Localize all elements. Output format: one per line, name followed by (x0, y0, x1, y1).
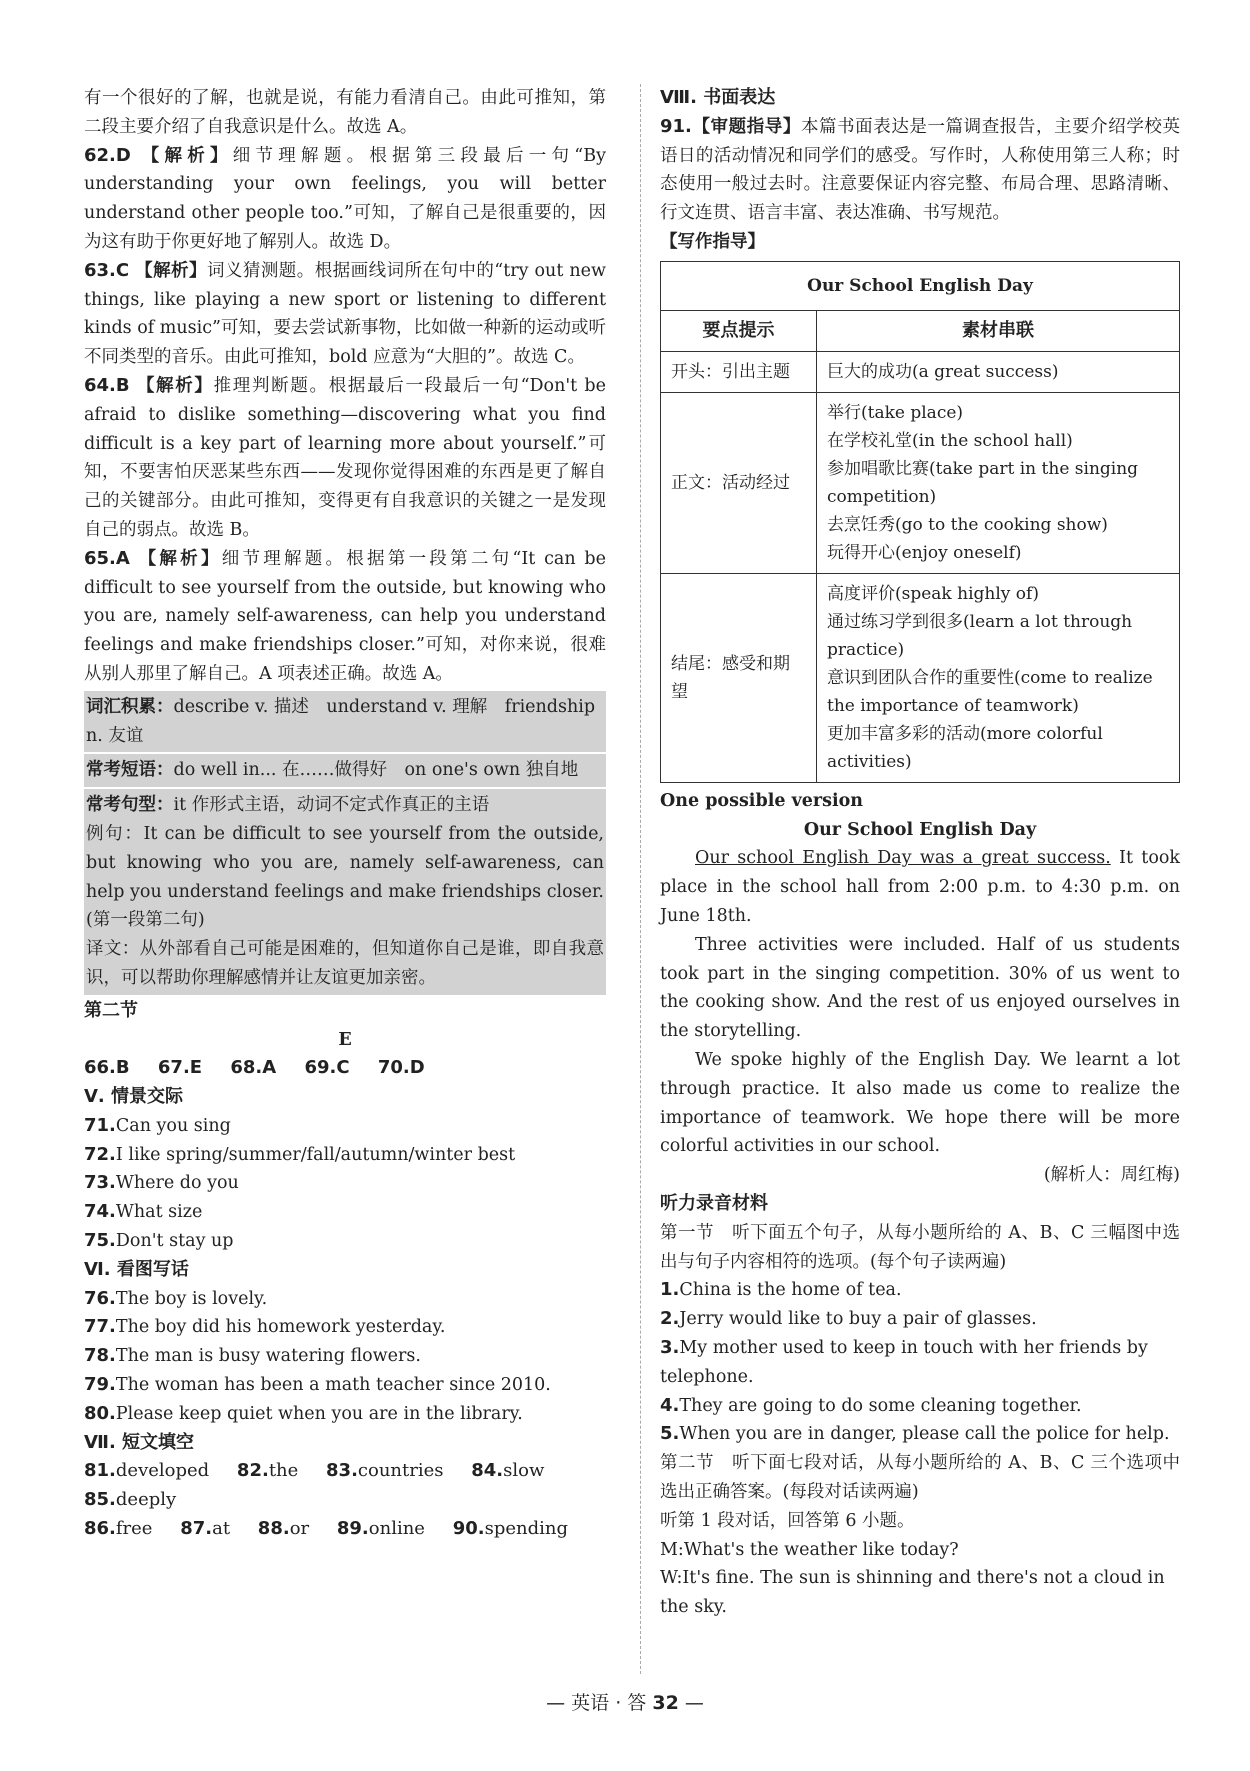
essay-title: Our School English Day (803, 819, 1037, 840)
answer-65: 65.A 【解析】细节理解题。根据第一段第二句“It can be difficult to see yourself from the outside, but knowing who you are, namely self-awareness, can help you understand feelings and make friendships closer.”可知，对你来说，很难从别人那里了解自己。A 项表述正确。故选 A。 (84, 547, 606, 684)
essay-paragraph-1: Our school English Day was a great success. It took place in the school hall from 2:00 p.m. to 4:30 p.m. on June 18th. (660, 848, 1181, 926)
list-item: 2.Jerry would like to buy a pair of glasses. (660, 1308, 1037, 1330)
listening-sentences (660, 1276, 1180, 1449)
page-number: 32 (652, 1692, 679, 1714)
list-item: 1.China is the home of tea. (660, 1279, 902, 1301)
translation-line: 译文：从外部看自己可能是困难的，但知道你自己是谁，即自我意识，可以帮助你理解感情并让友谊更加亲密。 (86, 939, 604, 988)
list-item: 79.The woman has been a math teacher since 2010. (84, 1374, 551, 1396)
essay-paragraph-3: We spoke highly of the English Day. We learnt a lot through practice. It also made us come to realize the importance of teamwork. We hope there will be more colorful activities in our school. (660, 1049, 1180, 1157)
column-divider (640, 84, 642, 1674)
answer-91: 91.【审题指导】本篇书面表达是一篇调查报告，主要介绍学校英语日的活动情况和同学们的感受。写作时，人称使用第三人称；时态使用一般过去时。注意要保证内容完整、布局合理、思路清晰、行文连贯、语言丰富、表达准确、书写规范。 (660, 115, 1180, 224)
part-6-heading: Ⅵ. 看图写话 (84, 1258, 189, 1280)
part-5-list (84, 1112, 606, 1256)
table-header-materials: 素材串联 (817, 310, 1180, 351)
table-row: 开头：引出主题 巨大的成功(a great success) (661, 351, 1180, 392)
example-line: 例句：It can be difficult to see yourself from the outside, but knowing who you are, namely self-awareness, can help you understand feelings and make friendships closer. (第一段第二句) (86, 823, 604, 931)
section-2-heading: 第二节 (84, 999, 138, 1021)
phrase-line: 常考短语：do well in... 在……做得好 on one's own 独自地 (86, 760, 579, 781)
table-row: 结尾：感受和期望 高度评价(speak highly of) 通过练习学到很多(learn a lot through practice) 意识到团队合作的重要性(come to realize the importance of teamwork) 更加丰富多彩的活动(more colorful activities) (661, 573, 1180, 782)
list-item: 74.What size (84, 1201, 203, 1223)
list-item: 3.My mother used to keep in touch with her friends by telephone. (660, 1336, 1148, 1387)
table-header-points: 要点提示 (661, 310, 817, 351)
essay-paragraph-2: Three activities were included. Half of us students took part in the singing competition. 30% of us went to the cooking show. And the rest of us enjoyed ourselves in the storytelling. (660, 934, 1180, 1042)
writing-guide-label: 【写作指导】 (660, 231, 765, 252)
list-item: 72.I like spring/summer/fall/autumn/winter best (84, 1143, 516, 1165)
part-7-heading: Ⅶ. 短文填空 (84, 1431, 195, 1453)
list-item: 76.The boy is lovely. (84, 1287, 268, 1309)
dialog-line: M:What's the weather like today? (660, 1539, 959, 1560)
analyst-credit: (解析人：周红梅) (1043, 1165, 1180, 1186)
vocab-line: 词汇积累：describe v. 描述 understand v. 理解 friendship n. 友谊 (86, 696, 596, 746)
listening-heading: 听力录音材料 (660, 1192, 768, 1214)
left-column (84, 84, 606, 1544)
part-7-row-1: 81.developed 82.the 83.countries 84.slow 85.deeply (84, 1460, 545, 1511)
list-item: 78.The man is busy watering flowers. (84, 1345, 421, 1367)
table-row: 正文：活动经过 举行(take place) 在学校礼堂(in the school hall) 参加唱歌比赛(take part in the singing competition) 去烹饪秀(go to the cooking show) 玩得开心(enjoy oneself) (661, 392, 1180, 573)
list-item: 4.They are going to do some cleaning together. (660, 1394, 1082, 1416)
page-footer: — 英语 · 答 32 — (546, 1692, 704, 1714)
answer-64: 64.B 【解析】推理判断题。根据最后一段最后一句“Don't be afraid to dislike something—discovering what you find difficult is a key part of learning more about yourself.”可知，不要害怕厌恶某些东西——发现你觉得困难的东西是更了解自己的关键部分。由此可推知，变得更有自我意识的关键之一是发现自己的弱点。故选 B。 (84, 374, 606, 540)
version-label: One possible version (660, 790, 863, 811)
writing-guide-table (660, 261, 1180, 783)
part-5-heading: Ⅴ. 情景交际 (84, 1086, 184, 1108)
phrase-box (84, 754, 606, 787)
vocab-box (84, 691, 606, 753)
part-8-heading: Ⅷ. 书面表达 (660, 87, 776, 108)
list-item: 77.The boy did his homework yesterday. (84, 1316, 446, 1338)
essay (660, 844, 1180, 1161)
list-item: 80.Please keep quiet when you are in the library. (84, 1402, 523, 1424)
part-7-row-2: 86.free 87.at 88.or 89.online 90.spending (84, 1518, 568, 1540)
sentence-box (84, 789, 606, 995)
list-item: 73.Where do you (84, 1172, 239, 1194)
listening-section-1: 第一节 听下面五个句子，从每小题所给的 A、B、C 三幅图中选出与句子内容相符的选项。(每个句子读两遍) (660, 1222, 1180, 1272)
listening-section-2: 第二节 听下面七段对话，从每小题所给的 A、B、C 三个选项中选出正确答案。(每段对话读两遍) (660, 1453, 1180, 1502)
sentence-line: 常考句型：it 作形式主语，动词不定式作真正的主语 (86, 795, 490, 816)
list-item: 75.Don't stay up (84, 1230, 234, 1252)
list-item: 71.Can you sing (84, 1114, 231, 1136)
answer-62: 62.D 【解析】细节理解题。根据第三段最后一句“By understanding your own feelings, you will better understand other people too.”可知，了解自己是很重要的，因为这有助于你更好地了解别人。故选 D。 (84, 144, 606, 252)
section-2-letter: E (338, 1029, 352, 1050)
dialog-intro: 听第 1 段对话，回答第 6 小题。 (660, 1510, 915, 1531)
dialog-line: W:It's fine. The sun is shinning and there's not a cloud in the sky. (660, 1568, 1165, 1618)
right-column (660, 84, 1180, 1622)
part-6-list (84, 1285, 606, 1429)
intro-paragraph: 有一个很好的了解，也就是说，有能力看清自己。由此可推知，第二段主要介绍了自我意识是什么。故选 A。 (84, 88, 606, 137)
answer-63: 63.C 【解析】词义猜测题。根据画线词所在句中的“try out new things, like playing a new sport or listening to different kinds of music”可知，要去尝试新事物，比如做一种新的运动或听不同类型的音乐。由此可推知，bold 应意为“大胆的”。故选 C。 (84, 259, 606, 368)
answers-66-70: 66.B 67.E 68.A 69.C 70.D (84, 1057, 425, 1079)
list-item: 5.When you are in danger, please call the police for help. (660, 1423, 1170, 1445)
table-title: Our School English Day (661, 261, 1180, 310)
